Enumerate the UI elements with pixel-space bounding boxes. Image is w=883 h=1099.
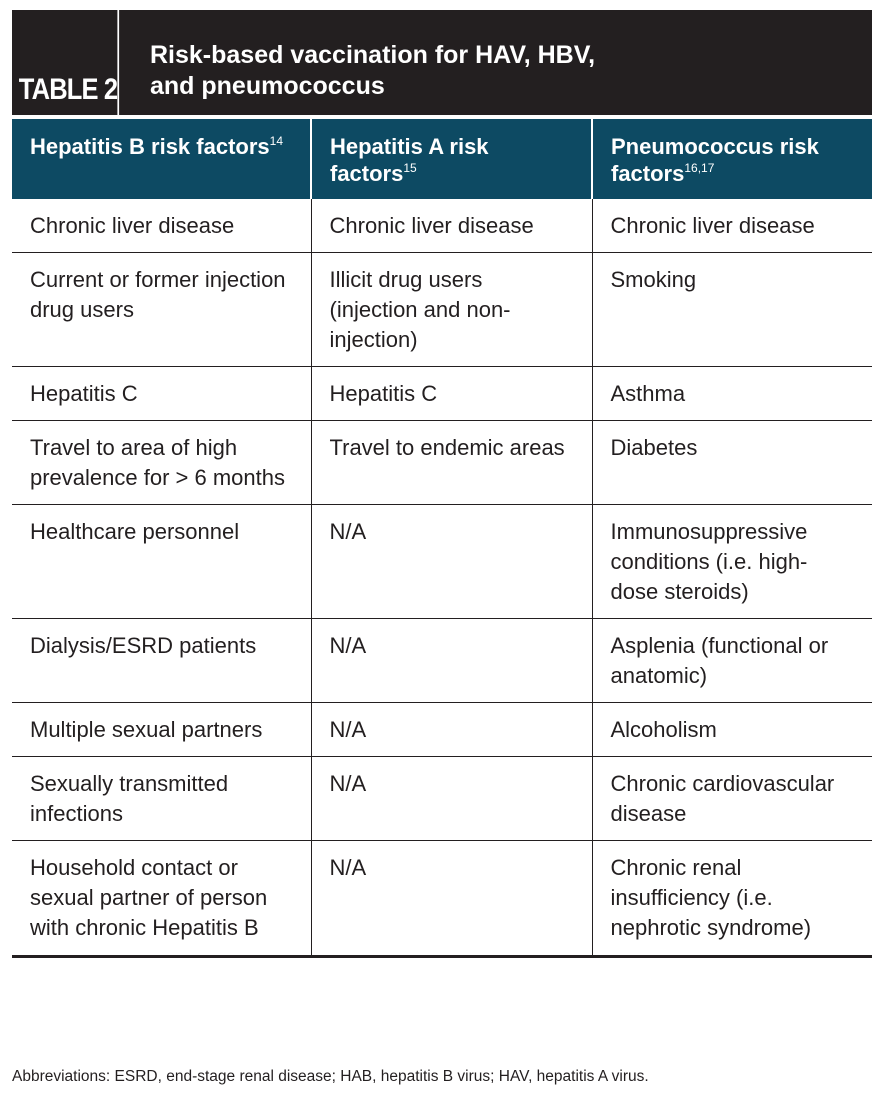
table-cell: Travel to area of high prevalence for > 6 months: [12, 421, 311, 505]
table-title-bar: [12, 10, 872, 115]
table-cell: Healthcare personnel: [12, 505, 311, 619]
table-cell: Chronic cardiovascular disease: [592, 757, 872, 841]
table-row: [12, 841, 872, 957]
table-cell: Hepatitis C: [311, 367, 592, 421]
table-cell: N/A: [311, 703, 592, 757]
risk-factor-table: [12, 115, 872, 958]
table-title: [138, 10, 872, 115]
table-cell: N/A: [311, 619, 592, 703]
table-cell: Travel to endemic areas: [311, 421, 592, 505]
table-row: [12, 253, 872, 367]
table-row: [12, 757, 872, 841]
table-cell: Immunosuppressive conditions (i.e. high-dose steroids): [592, 505, 872, 619]
header-hepatitis-b-ref: 14: [269, 134, 283, 148]
table-cell: N/A: [311, 505, 592, 619]
table-title-line-2: and pneumococcus: [150, 72, 385, 100]
header-hepatitis-a-ref: 15: [403, 161, 417, 175]
table-cell: Household contact or sexual partner of person with chronic Hepatitis B: [12, 841, 311, 957]
table-cell: Asplenia (functional or anatomic): [592, 619, 872, 703]
table-row: [12, 421, 872, 505]
header-hepatitis-b: Hepatitis B risk factors$^{14}$: [12, 117, 311, 199]
table-cell: Hepatitis C: [12, 367, 311, 421]
table-cell: Current or former injection drug users: [12, 253, 311, 367]
table-cell: Illicit drug users (injection and non-injection): [311, 253, 592, 367]
table-cell: Multiple sexual partners: [12, 703, 311, 757]
table-row: [12, 703, 872, 757]
table-cell: Dialysis/ESRD patients: [12, 619, 311, 703]
table-row: [12, 367, 872, 421]
header-pneumococcus: Pneumococcus risk factors$^{16,17}$: [592, 117, 872, 199]
table-row: [12, 619, 872, 703]
table-container: [12, 10, 872, 958]
table-cell: Chronic liver disease: [12, 199, 311, 253]
table-cell: Chronic liver disease: [592, 199, 872, 253]
table-label: TABLE 2: [12, 10, 119, 115]
table-row: [12, 199, 872, 253]
table-cell: Sexually transmitted infections: [12, 757, 311, 841]
header-pneumococcus-ref: 16,17: [684, 161, 715, 175]
table-row: [12, 505, 872, 619]
table-cell: N/A: [311, 757, 592, 841]
table-cell: Chronic renal insufficiency (i.e. nephrotic syndrome): [592, 841, 872, 957]
table-cell: Smoking: [592, 253, 872, 367]
table-footnote: Abbreviations: ESRD, end-stage renal disease; HAB, hepatitis B virus; HAV, hepatitis A virus.: [12, 1068, 649, 1085]
table-cell: Chronic liver disease: [311, 199, 592, 253]
table-cell: Alcoholism: [592, 703, 872, 757]
table-cell: Asthma: [592, 367, 872, 421]
table-title-line-1: Risk-based vaccination for HAV, HBV,: [150, 41, 596, 69]
table-cell: N/A: [311, 841, 592, 957]
table-header-row: [12, 117, 872, 199]
header-hepatitis-a: Hepatitis A risk factors$^{15}$: [311, 117, 592, 199]
table-cell: Diabetes: [592, 421, 872, 505]
